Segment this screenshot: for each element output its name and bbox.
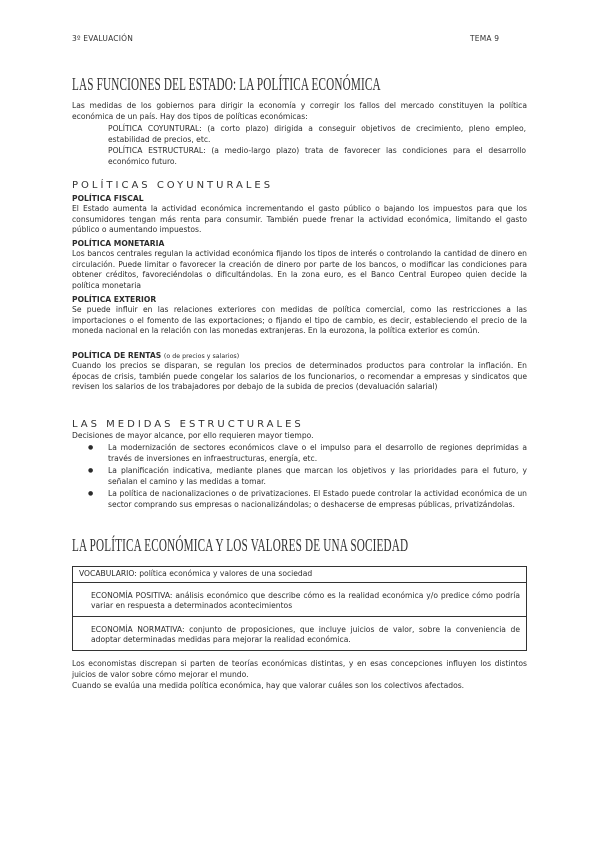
rentas-title: POLÍTICA DE RENTAS [72,351,162,360]
subheading-politica-fiscal: POLÍTICA FISCAL [72,194,144,203]
fiscal-paragraph: El Estado aumenta la actividad económica incrementando el gasto público o bajando los impuestos para que los consumidores tengan más renta para consumir. También puede frenar la actividad económica, limitando el gasto público o aumentando impuestos. [72,204,527,235]
rentas-note: (o de precios y salarios) [163,353,240,360]
header-right: TEMA 9 [470,34,500,43]
exterior-paragraph: Se puede influir en las relaciones exteriores con medidas de política comercial, como las restricciones a las importaciones o el fomento de las exportaciones; o fijando el tipo de cambio, es decir, estableciendo el precio de la moneda nacional en la relación con las monedas extranjeras. En la eurozona, la política exterior es común. [72,305,527,336]
monetaria-paragraph: Los bancos centrales regulan la actividad económica fijando los tipos de interés o controlando la cantidad de dinero en circulación. Puede limitar o favorecer la creación de dinero por parte de los bancos, o modificar las condiciones para obtener créditos, favoreciéndolas o dificultándolas. En la zona euro, es el Banco Central Europeo quien decide la política monetaria [72,249,527,290]
list-item: ● La planificación indicativa, mediante planes que marcan los objetivos y las prioridades para el futuro, y señalan el camino y las medidas a tomar. [108,466,527,487]
intro-paragraph: Las medidas de los gobiernos para dirigir la economía y corregir los fallos del mercado constituyen la política económica de un país. Hay dos tipos de políticas económicas: [72,101,527,121]
vocabulary-positiva [73,583,526,617]
vocabulary-box [72,566,527,651]
item-estructural: POLÍTICA ESTRUCTURAL: (a medio-largo plazo) trata de favorecer las condiciones para el desarrollo económico futuro. [108,146,526,166]
subheading-politica-exterior: POLÍTICA EXTERIOR [72,295,157,304]
evaluacion-paragraph: Cuando se evalúa una medida política económica, hay que valorar cuáles son los colectivos afectados. [72,681,465,690]
vocabulary-positiva-text: ECONOMÍA POSITIVA: análisis económico que describe cómo es la realidad económica y/o predice cómo podría variar en respuesta a determinados acontecimientos [91,590,520,611]
heading-politicas-coyunturales: POLÍTICAS COYUNTURALES [72,180,274,191]
header-left: 3º EVALUACIÓN [72,34,134,43]
estructurales-list [72,443,527,513]
subheading-politica-rentas [72,351,239,360]
list-item: ● La política de nacionalizaciones o de privatizaciones. El Estado puede controlar la actividad económica de un sector comprando sus empresas o nacionalizándolas; o deshacerse de empresas públicas, privatizándolas. [108,489,527,510]
rentas-paragraph: Cuando los precios se disparan, se regulan los precios de determinados productos para controlar la inflación. En épocas de crisis, también puede congelar los salarios de los funcionarios, o recomendar a empresas y sindicatos que revisen los salarios de los trabajadores por debajo de la subida de precios (devaluación salarial) [72,361,527,392]
subheading-politica-monetaria: POLÍTICA MONETARIA [72,239,165,248]
vocabulary-normativa [73,617,526,650]
vocabulary-header: VOCABULARIO: política económica y valores de una sociedad [73,567,526,583]
list-item: ● La modernización de sectores económicos clave o el impulso para el desarrollo de regiones deprimidas a través de inversiones en infraestructuras, energía, etc. [108,443,527,464]
vocabulary-normativa-text: ECONOMÍA NORMATIVA: conjunto de proposiciones, que incluye juicios de valor, sobre la conveniencia de adoptar determinadas medidas para mejorar la realidad económica. [91,624,520,645]
economistas-paragraph: Los economistas discrepan si parten de teorías económicas distintas, y en esas concepciones influyen los distintos juicios de valor sobre cómo mejorar el mundo. [72,659,527,679]
section-title-valores: LA POLÍTICA ECONÓMICA Y LOS VALORES DE UNA SOCIEDAD [72,535,409,555]
estructurales-intro: Decisiones de mayor alcance, por ello requieren mayor tiempo. [72,431,314,440]
item-coyuntural: POLÍTICA COYUNTURAL: (a corto plazo) dirigida a conseguir objetivos de crecimiento, pleno empleo, estabilidad de precios, etc. [108,124,526,144]
heading-medidas-estructurales: LAS MEDIDAS ESTRUCTURALES [72,419,304,430]
section-title-funciones: LAS FUNCIONES DEL ESTADO: LA POLÍTICA ECONÓMICA [72,74,381,94]
